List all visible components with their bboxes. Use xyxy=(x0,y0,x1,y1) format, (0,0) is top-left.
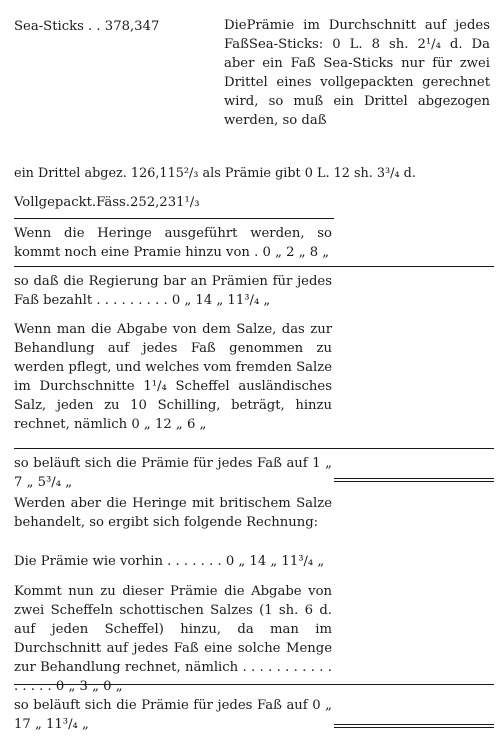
government-premium-text: so daß die Regierung bar an Prämien für jedes Faß bezahlt . . . . . . . . . 0 „ 14 „ 11³/₄ „ xyxy=(14,274,332,308)
salt-levy-text: Wenn man die Abgabe von dem Salze, das zur Behandlung auf jedes Faß genommen zu werden pflegt, und welches vom fremden Salze im Durchschnitte 1¹/₄ Scheffel ausländisches Salz, jeden zu 10 Schilling, beträgt, hinzu rechnet, nämlich 0 „ 12 „ 6 „ xyxy=(14,322,332,432)
total-premium-foreign-salt-text: so beläuft sich die Prämie für jedes Faß auf 1 „ 7 „ 5³/₄ „ xyxy=(14,456,332,490)
premium-paragraph: DiePrämie im Durchschnitt auf jedes FaßSea-Sticks: 0 L. 8 sh. 2¹/₄ d. Da aber ein Faß Sea-Sticks nur für zwei Drittel eines vollgepackten gerechnet wird, so muß ein Drittel abgezogen werden, so daß xyxy=(224,18,490,128)
sea-sticks-label: Sea-Sticks . . 378,347 xyxy=(14,19,160,34)
total-premium-british-salt-text: so beläuft sich die Prämie für jedes Faß auf 0 „ 17 „ 11³/₄ „ xyxy=(14,698,332,732)
scottish-salt-text: Kommt nun zu dieser Prämie die Abgabe von zwei Scheffeln schottischen Salzes (1 sh. 6 d. auf jeden Scheffel) hinzu, da man im Durchschnitt auf jedes Faß eine solche Menge zur Behandlung rechnet, nämlich . . . . . . . . . . . . . . . . 0 „ 3 „ 0 „ xyxy=(14,584,332,694)
rule xyxy=(14,684,494,685)
drittel-line: ein Drittel abgez. 126,115²/₃ als Prämie gibt 0 L. 12 sh. 3³/₄ d. xyxy=(14,166,416,181)
double-rule xyxy=(334,481,494,482)
premium-as-before-text: Die Prämie wie vorhin . . . . . . . 0 „ 14 „ 11³/₄ „ xyxy=(14,554,325,569)
rule xyxy=(14,218,334,219)
double-rule xyxy=(334,724,494,725)
double-rule xyxy=(334,727,494,728)
double-rule xyxy=(334,478,494,479)
british-salt-paragraph: Werden aber die Heringe mit britischem Salze behandelt, so ergibt sich folgende Rechnung: xyxy=(14,496,332,530)
vollgepackt-line: Vollgepackt.Fäss.252,231¹/₃ xyxy=(14,195,200,210)
rule xyxy=(14,448,494,449)
export-premium-text: Wenn die Heringe ausgeführt werden, so kommt noch eine Pramie hinzu von . 0 „ 2 „ 8 „ xyxy=(14,226,332,260)
rule xyxy=(14,266,494,267)
